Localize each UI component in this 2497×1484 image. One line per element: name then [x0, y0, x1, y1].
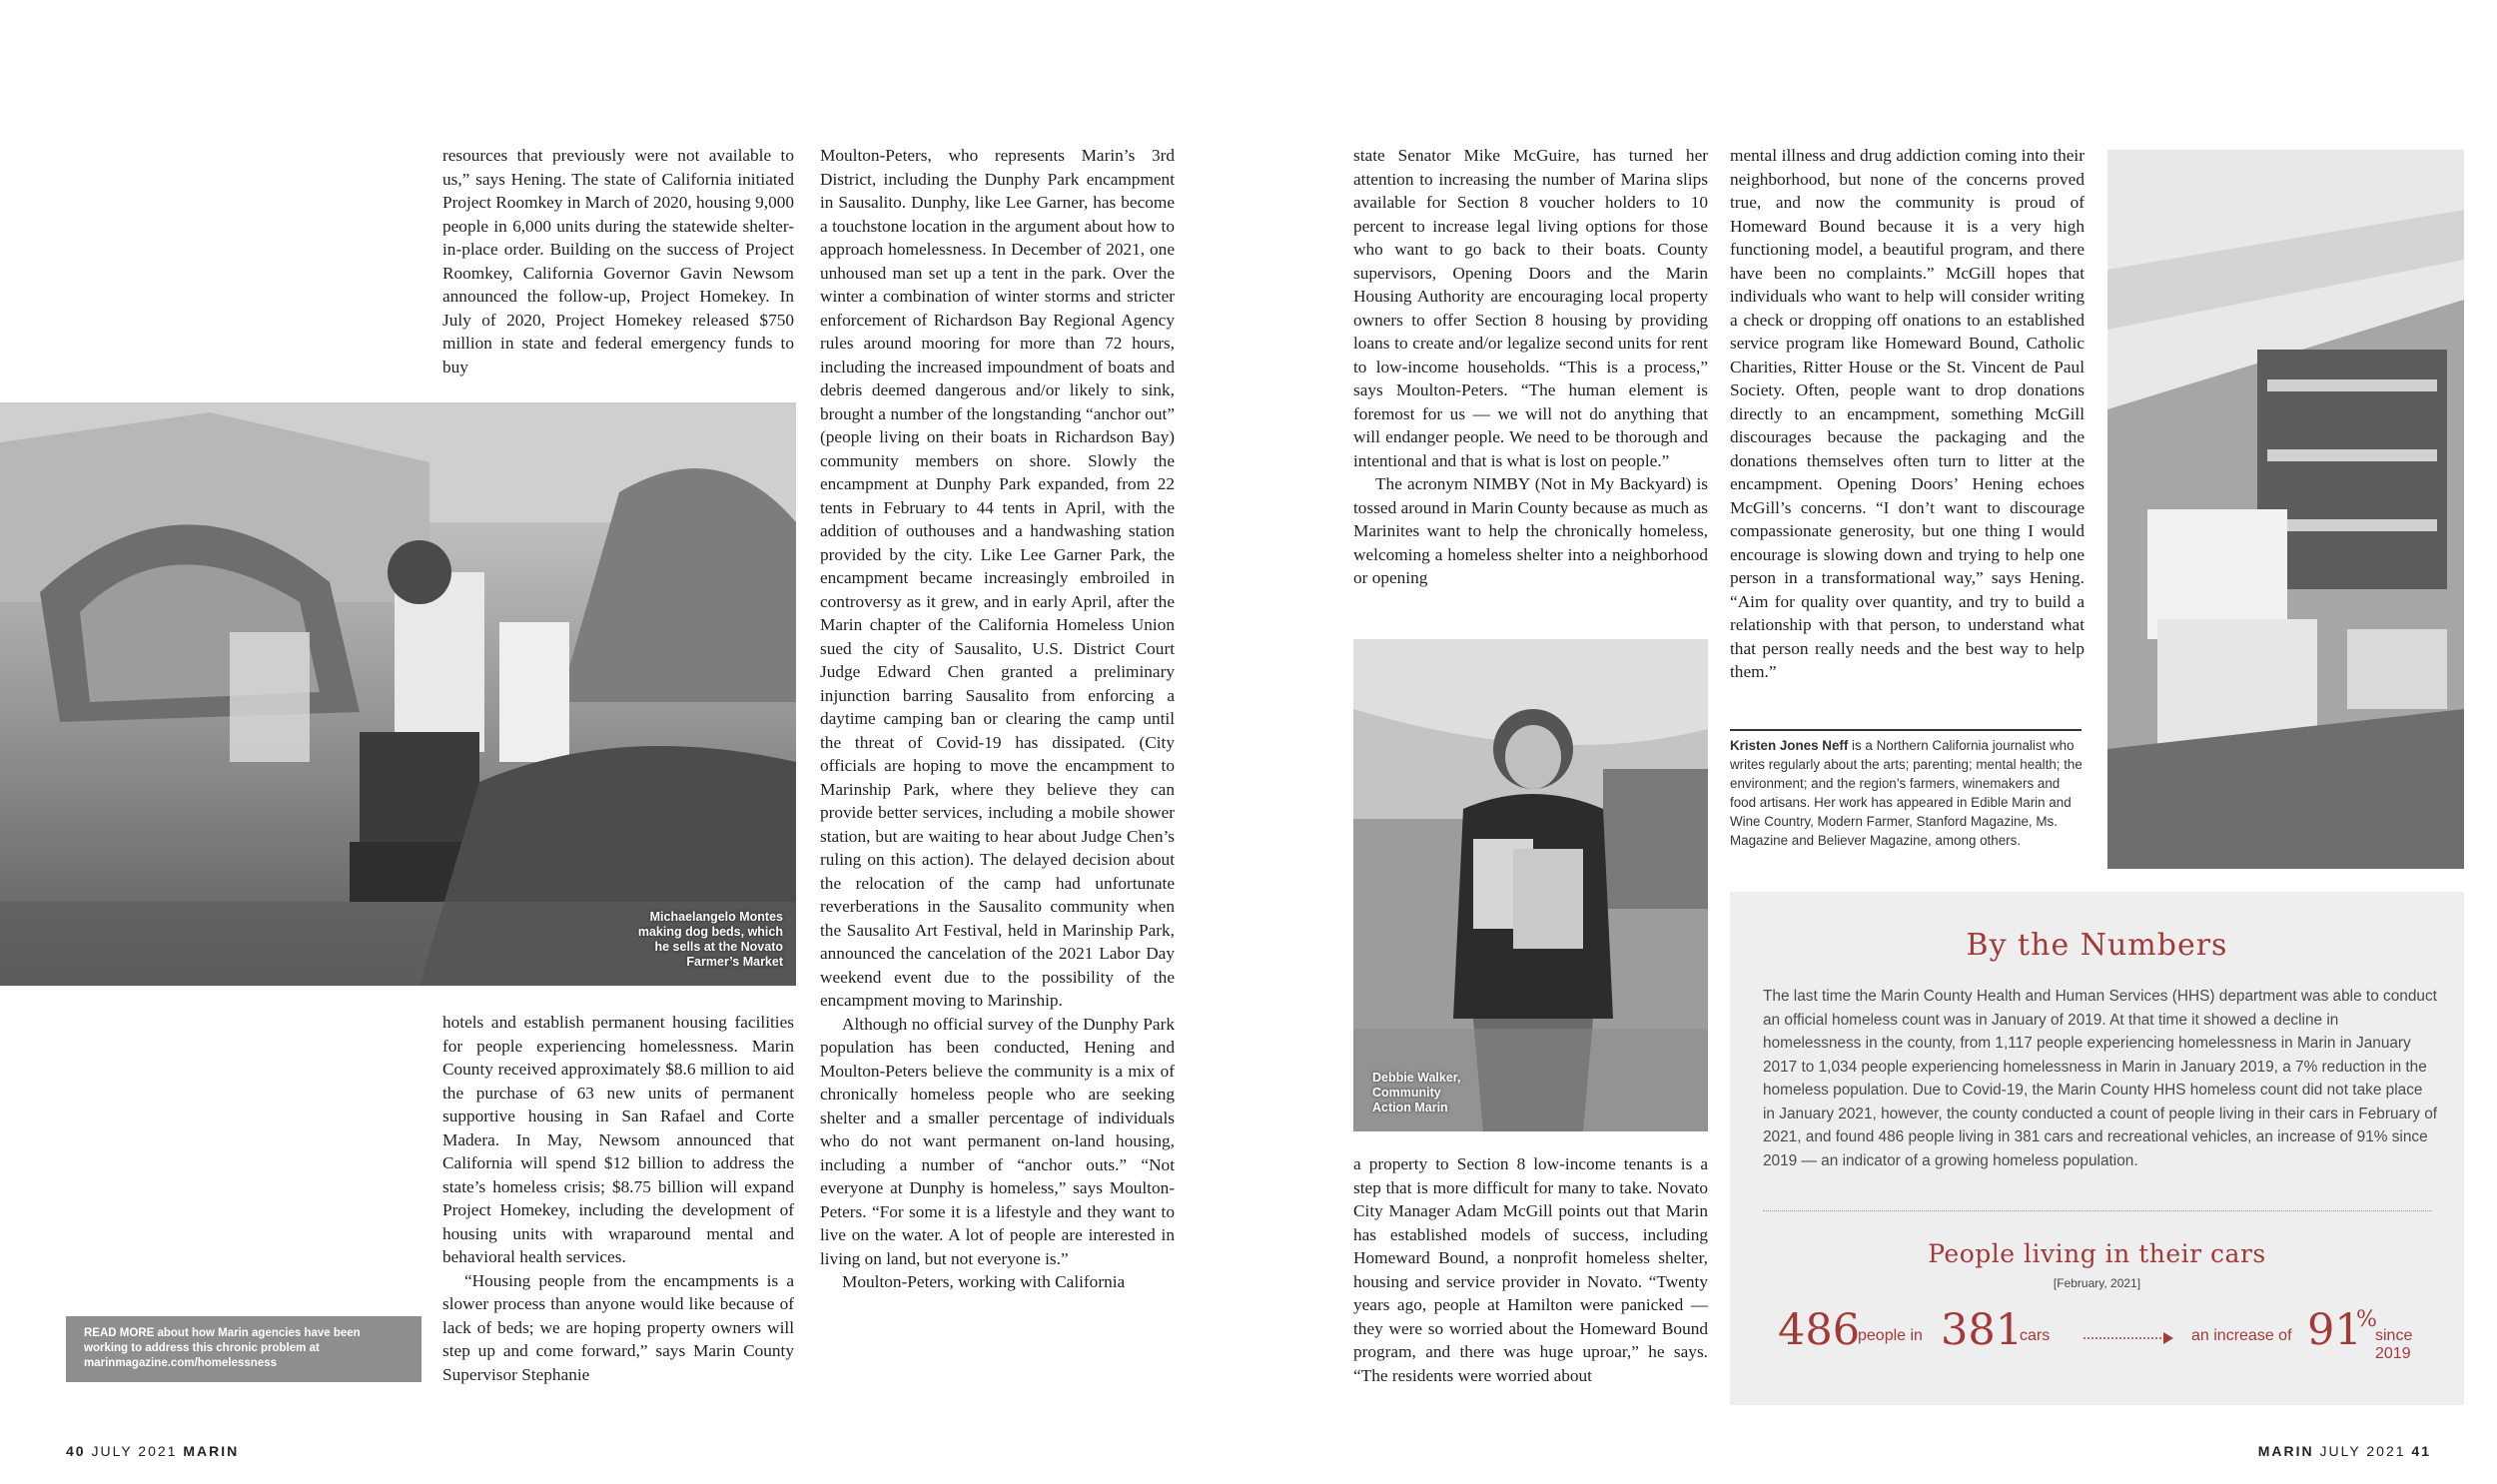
by-the-numbers-body: The last time the Marin County Health and Human Services (HHS) department was able to conduct an official homeless count was in January of 2019. At that time it showed a decline in homelessness in the county, from 1,117 people experiencing homelessness in Marin in January 2017 to 1,034 people experiencing homelessness in Marin in January 2019, a 7% reduction in the homeless population. Due to Covid-19, the Marin County HHS homeless count did not take place in January 2021, however, the county conducted a count of people living in their cars in February of 2021, and found 486 people living in 381 cars and recreational vehicles, an increase of 91% since 2019 — an indicator of a growing homeless population.	[1763, 988, 2438, 1169]
paragraph: Moulton-Peters, working with California	[842, 1272, 1126, 1291]
article-column-2	[820, 144, 1175, 1294]
people-in-cars-stats	[1778, 1305, 2437, 1365]
paragraph: Moulton-Peters, who represents Marin’s 3rd District, including the Dunphy Park encampment in Sausalito. Dunphy, like Lee Garner, has become a touchstone location in the argument about how to approach homelessness. In December of 2021, one unhoused man set up a tent in the park. Over the winter a combination of winter storms and stricter enforcement of Richardson Bay Regional Agency rules around mooring for more than 72 hours, including the increased impoundment of boats and debris deemed dangerous and/or likely to sink, brought a number of the longstanding “anchor out” (people living on their boats in Richardson Bay) community members on shore. Slowly the encampment at Dunphy Park expanded, from 22 tents in February to 44 tents in April, with the addition of outhouses and a handwashing station provided by the city. Like Lee Garner Park, the encampment became increasingly embroiled in controversy as it grew, and in early April, after the Marin chapter of the California Homeless Union sued the city of Sausalito, U.S. District Court Judge Edward Chen granted a preliminary injunction barring Sausalito from enforcing a daytime camping ban or clearing the camp until the threat of Covid-19 has dissipated. (City officials are hoping to move the encampment to Marinship Park, where they believe they can provide better services, including a mobile shower station, but are waiting to hear about Judge Chen’s ruling on this action). The delayed decision about the relocation of the camp had unfortunate reverberations in the Sausalito community when the Sausalito Art Festival, held in Marinship Park, announced the cancelation of the 2021 Labor Day weekend event due to the possibility of the encampment moving to Marinship.	[820, 146, 1175, 1010]
photo-image	[2107, 150, 2464, 869]
photo-image	[0, 402, 796, 986]
photo-caption-right: Debbie Walker, Community Action Marin	[1372, 1071, 1461, 1114]
photo-michaelangelo-montes	[0, 402, 796, 986]
paragraph: resources that previously were not available to us,” says Hening. The state of California initiated Project Roomkey in March of 2020, housing 9,000 people in 6,000 units during the statewide shelter-in-place order. Building on the success of Project Roomkey, California Governor Gavin Newsom announced the follow-up, Project Homekey. In July of 2020, Project Homekey released $750 million in state and federal emergency funds to buy	[442, 146, 794, 376]
article-column-1-bottom	[442, 1011, 794, 1386]
since-label: since 2019	[2375, 1327, 2413, 1362]
author-bio-text: is a Northern California journalist who writes regularly about the arts; parenting; mental health; the environment; and the region’s farmers, winemakers and food artisans. Her work has appeared in Edible Marin and Wine Country, Modern Farmer, Stanford Magazine, Ms. Magazine and Believer Magazine, among others.	[1730, 738, 2082, 848]
by-the-numbers-title: By the Numbers	[1966, 928, 2228, 963]
people-count: 486	[1778, 1305, 1861, 1355]
photo-caption-left: Michaelangelo Montes making dog beds, which he sells at the Novato Farmer’s Market	[637, 910, 783, 969]
photo-image	[1353, 639, 1708, 1131]
paragraph: “Housing people from the encampments is a slower process than anyone would like because of lack of beds; we are hoping property owners will step up and come forward,” says Marin County Supervisor Stephanie	[442, 1270, 794, 1384]
paragraph: Although no official survey of the Dunphy Park population has been conducted, Hening and Moulton-Peters believe the community is a mix of chronically homeless people who are seeking shelter and a smaller percentage of individuals who do not want permanent on-land housing, including a number of “anchor outs.” “Not everyone at Dunphy is homeless,” says Moulton-Peters. “For some it is a lifestyle and they want to live on the water. A lot of people are interested in living on land, but not everyone is.”	[820, 1014, 1175, 1268]
folio-page-number: 40	[66, 1443, 86, 1459]
photo-encampment-supplies	[2107, 150, 2464, 869]
by-the-numbers-box	[1730, 892, 2464, 1405]
folio-page-number: 41	[2411, 1443, 2431, 1459]
article-column-3-top	[1353, 144, 1708, 590]
increase-value: 91	[2307, 1305, 2362, 1355]
folio-right	[2258, 1443, 2431, 1459]
folio-magazine: MARIN	[2257, 1443, 2314, 1459]
arrow-icon	[2083, 1331, 2175, 1345]
paragraph: The acronym NIMBY (Not in My Backyard) is tossed around in Marin County because as much as Marinites want to help the chronically homeless, welcoming a homeless shelter into a neighborhood or opening	[1353, 474, 1708, 587]
folio-left	[66, 1443, 239, 1459]
author-name: Kristen Jones Neff	[1730, 738, 1849, 753]
people-in-cars-date: [February, 2021]	[2053, 1276, 2141, 1290]
percent-sign: %	[2356, 1307, 2377, 1332]
bio-divider	[1730, 729, 2081, 731]
paragraph: mental illness and drug addiction coming into their neighborhood, but none of the concerns proved true, and now the community is proud of Homeward Bound because it is a very high functioning model, a beautiful program, and there have been no complaints.” McGill hopes that individuals who want to help will consider writing a check or dropping off onations to an established service program like Homeward Bound, Catholic Charities, Ritter House or the St. Vincent de Paul Society. Often, people want to drop donations directly to an encampment, something McGill discourages because the packaging and the donations themselves often turn to litter at the encampment. Opening Doors’ Hening echoes McGill’s concerns. “I don’t want to discourage compassionate generosity, but one thing I would encourage is slowing down and trying to help one person in a transformational way,” says Hening. “Aim for quality over quantity, and try to build a relationship with that person, to understand what that person really needs and the best way to help them.”	[1730, 146, 2084, 681]
paragraph: state Senator Mike McGuire, has turned her attention to increasing the number of Marina slips available for Section 8 voucher holders to 10 percent to increase legal living options for those who want to go back to their boats. County supervisors, Opening Doors and the Marin Housing Authority are encouraging local property owners to offer Section 8 housing by providing loans to create and/or legalize second units for rent to low-income households. “This is a process,” says Moulton-Peters. “The human element is foremost for us — we will not do anything that will endanger people. We need to be thorough and intentional and that is what is lost on people.”	[1353, 146, 1708, 470]
people-in-cars-subtitle: People living in their cars	[1928, 1239, 2266, 1268]
cars-label: cars	[2020, 1327, 2051, 1344]
read-more-box[interactable]: READ MORE about how Marin agencies have been working to address this chronic problem at marinmagazine.com/homelessness	[66, 1316, 421, 1382]
paragraph: hotels and establish permanent housing facilities for people experiencing homelessness. Marin County received approximately $8.6 million to aid the purchase of 63 new units of permanent supportive housing in San Rafael and Corte Madera. In May, Newsom announced that California will spend $12 billion to address the state’s homeless crisis; $8.75 billion will expand Project Homekey, including the development of housing units with wraparound mental and behavioral health services.	[442, 1013, 794, 1266]
photo-debbie-walker	[1353, 639, 1708, 1131]
article-column-3-bottom	[1353, 1152, 1708, 1387]
cars-count: 381	[1941, 1305, 2024, 1355]
author-bio	[1730, 736, 2084, 850]
folio-magazine: MARIN	[183, 1443, 240, 1459]
article-column-1-top	[442, 144, 794, 378]
folio-issue: JULY 2021	[91, 1443, 178, 1459]
people-label: people in	[1858, 1327, 1923, 1344]
paragraph: a property to Section 8 low-income tenants is a step that is more difficult for many to take. Novato City Manager Adam McGill points out that Marin has established models of success, including Homeward Bound, a nonprofit homeless shelter, housing and service provider in Novato. “Twenty years ago, people at Hamilton were panicked — they were so worried about the Homeward Bound program, and there was huge uproar,” he says. “The residents were worried about	[1353, 1154, 1708, 1385]
by-the-numbers-divider	[1763, 1210, 2432, 1211]
increase-label: an increase of	[2191, 1327, 2292, 1344]
article-column-4	[1730, 144, 2084, 684]
folio-issue: JULY 2021	[2319, 1443, 2406, 1459]
